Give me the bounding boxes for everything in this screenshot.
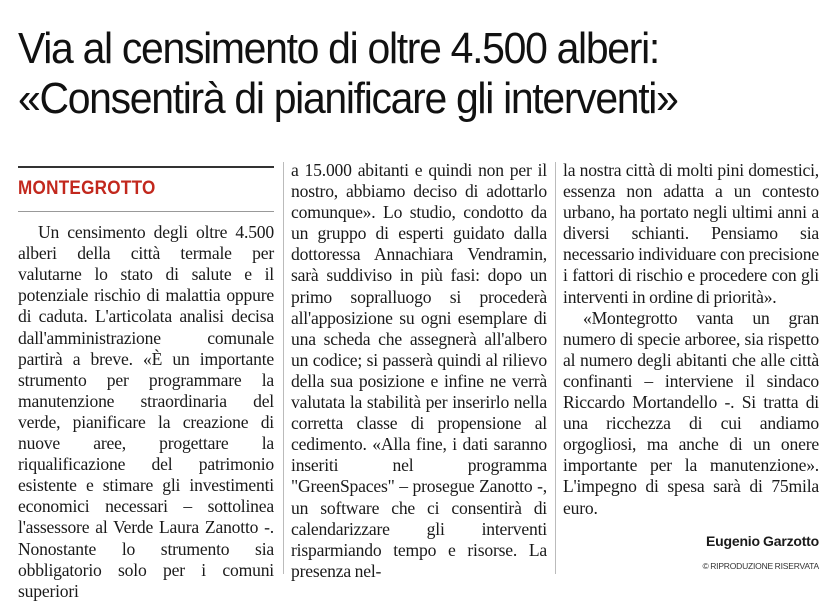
article-column-2	[291, 160, 547, 582]
column-divider	[555, 162, 556, 574]
article-column-3	[563, 160, 819, 577]
headline-line-1: Via al censimento di oltre 4.500 alberi:	[18, 24, 659, 73]
headline-line-2: «Consentirà di pianificare gli interventi»	[18, 74, 678, 123]
byline: Eugenio Garzotto	[706, 532, 819, 549]
article-paragraph: a 15.000 abitanti e quindi non per il nostro, abbiamo deciso di adottarlo comunque». Lo studio, condotto da un gruppo di esperti guidato dalla dottoressa Annachiara Vendramin, sarà suddiviso in più fasi: dopo un primo sopralluogo si procederà all'apposizione su ogni esemplare di una scheda che assegnerà all'albero un codice; si passerà quindi al rilievo della sua posizione e infine ne verrà valutata la stabilità per inserirlo nella corretta classe di propensione al cedimento. «Alla fine, i dati saranno inseriti nel programma "GreenSpaces" – prosegue Zanotto -, un software che ci consentirà di calendarizzare gli interventi risparmiando tempo e risorse. La presenza nel-	[291, 160, 547, 581]
section-top-rule	[18, 166, 274, 168]
copyright-notice: © RIPRODUZIONE RISERVATA	[702, 560, 819, 571]
article-paragraph: «Montegrotto vanta un gran numero di specie arboree, sia rispetto al numero degli abitanti che alle città confinanti – interviene il sindaco Riccardo Mortandello -. Si tratta di una ricchezza di cui andiamo orgogliosi, ma anche di un onere importante per la manutenzione». L'impegno di spesa sarà di 75mila euro.	[563, 307, 819, 518]
section-label: MONTEGROTTO	[18, 178, 156, 199]
column-divider	[283, 162, 284, 574]
headline	[18, 24, 762, 124]
article-paragraph: la nostra città di molti pini domestici, essenza non adatta a un contesto urbano, ha portato negli ultimi anni a diversi schianti. Pensiamo sia necessario individuare con precisione i fattori di rischio e procedere con gli interventi in ordine di priorità».	[563, 160, 819, 307]
section-underline	[18, 211, 274, 212]
article-paragraph: Un censimento degli oltre 4.500 alberi della città termale per valutarne lo stato di salute e il potenziale rischio di malattia oppure di caduta. L'articolata analisi decisa dall'amministrazione comunale partirà a breve. «È un importante strumento per programmare la manutenzione straordinaria del verde, pianificare la creazione di nuove aree, progettare la riqualificazione del patrimonio esistente e stimare gli investimenti economici necessari – sottolinea l'assessore al Verde Laura Zanotto -. Nonostante lo strumento sia obbligatorio solo per i comuni superiori	[18, 222, 274, 601]
article-column-1	[18, 166, 274, 602]
